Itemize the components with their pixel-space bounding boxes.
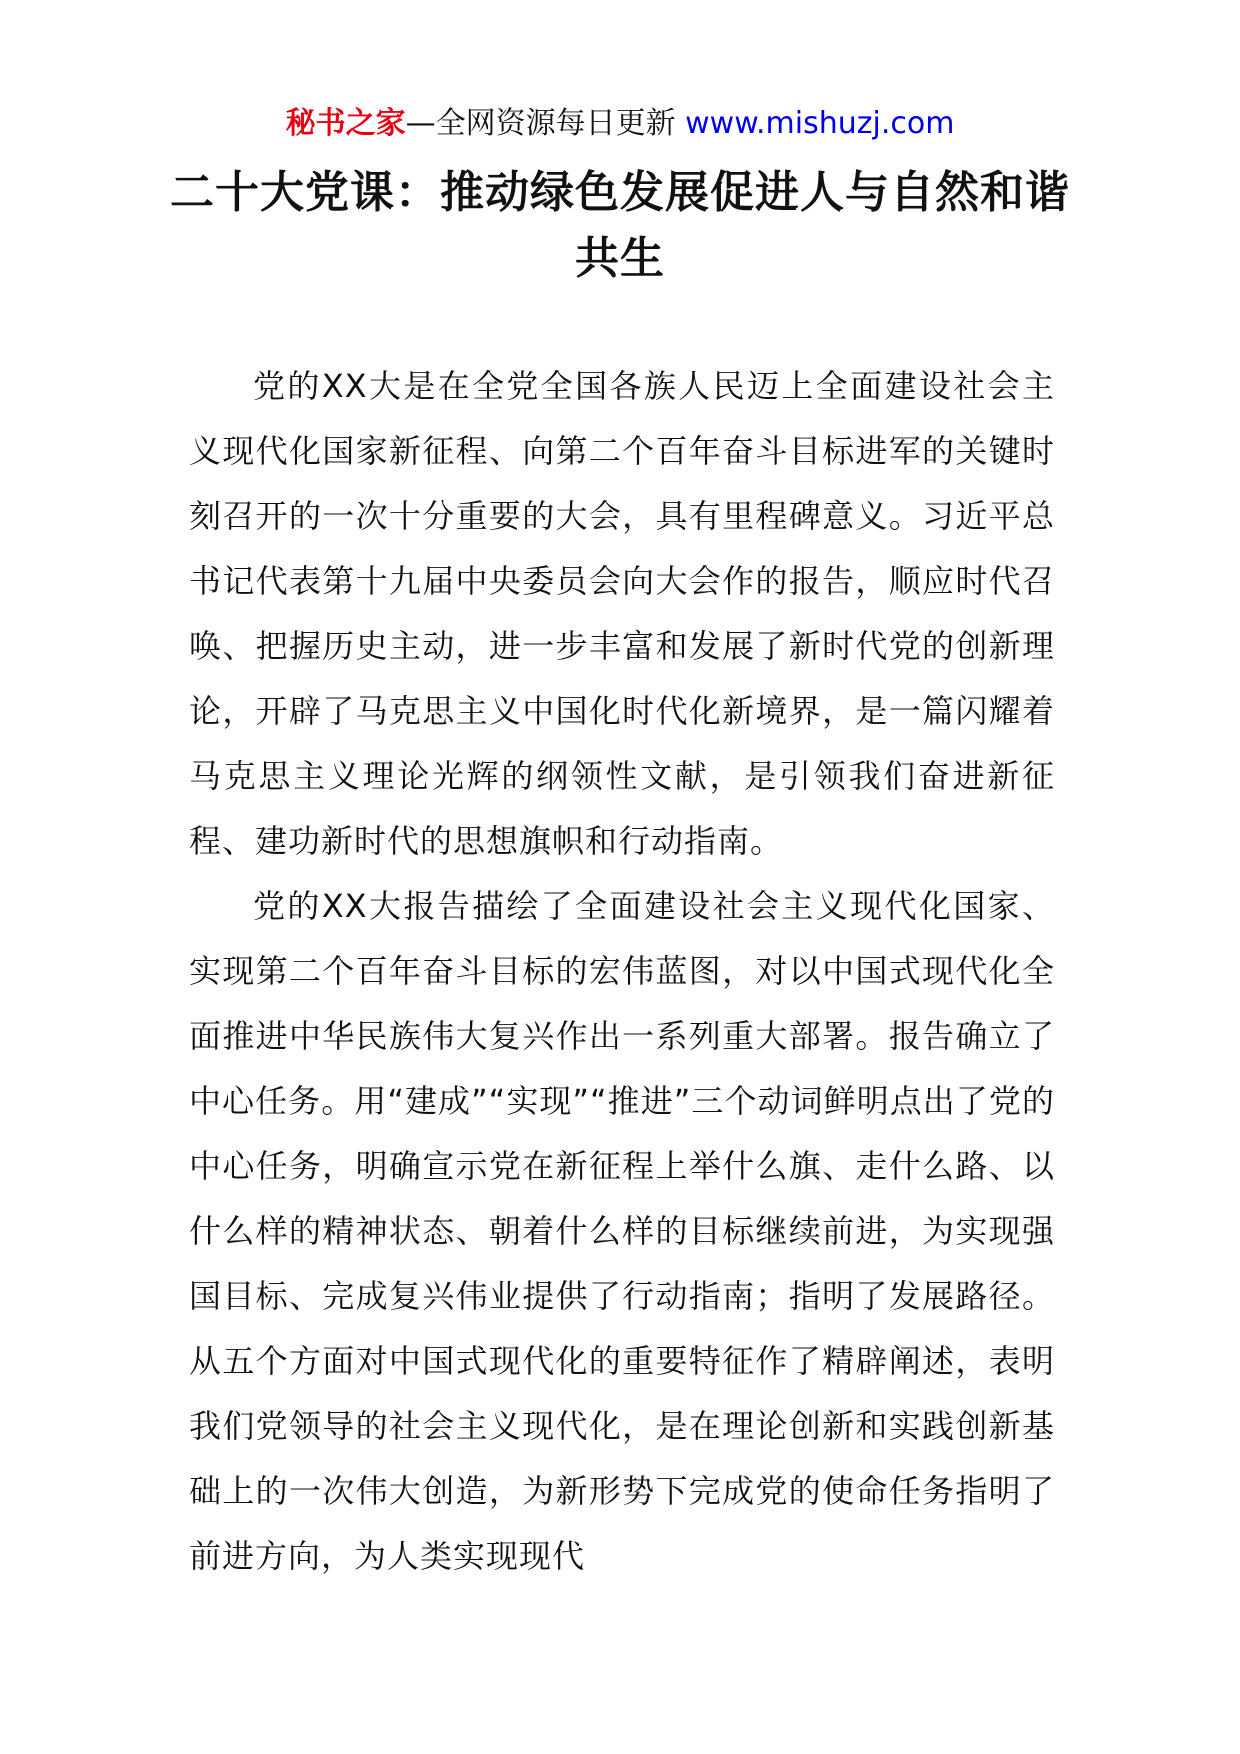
site-header <box>0 104 1240 144</box>
document-body <box>189 354 1055 1589</box>
site-brand: 秘书之家 <box>285 106 406 141</box>
site-slogan: —全网资源每日更新 <box>405 106 686 141</box>
site-url-link[interactable]: www.mishuzj.com <box>685 106 955 141</box>
document-title: 二十大党课：推动绿色发展促进人与自然和谐共生 <box>170 167 1070 284</box>
body-paragraph: 党的XX大报告描绘了全面建设社会主义现代化国家、实现第二个百年奋斗目标的宏伟蓝图，对以中国式现代化全面推进中华民族伟大复兴作出一系列重大部署。报告确立了中心任务。用“建成”“实现”“推进”三个动词鲜明点出了党的中心任务，明确宣示党在新征程上举什么旗、走什么路、以什么样的精神状态、朝着什么样的目标继续前进，为实现强国目标、完成复兴伟业提供了行动指南；指明了发展路径。从五个方面对中国式现代化的重要特征作了精辟阐述，表明我们党领导的社会主义现代化，是在理论创新和实践创新基础上的一次伟大创造，为新形势下完成党的使命任务指明了前进方向，为人类实现现代 <box>189 887 1055 1575</box>
body-paragraph: 党的XX大是在全党全国各族人民迈上全面建设社会主义现代化国家新征程、向第二个百年奋斗目标进军的关键时刻召开的一次十分重要的大会，具有里程碑意义。习近平总书记代表第十九届中央委员会向大会作的报告，顺应时代召唤、把握历史主动，进一步丰富和发展了新时代党的创新理论，开辟了马克思主义中国化时代化新境界，是一篇闪耀着马克思主义理论光辉的纲领性文献，是引领我们奋进新征程、建功新时代的思想旗帜和行动指南。 <box>189 367 1055 860</box>
